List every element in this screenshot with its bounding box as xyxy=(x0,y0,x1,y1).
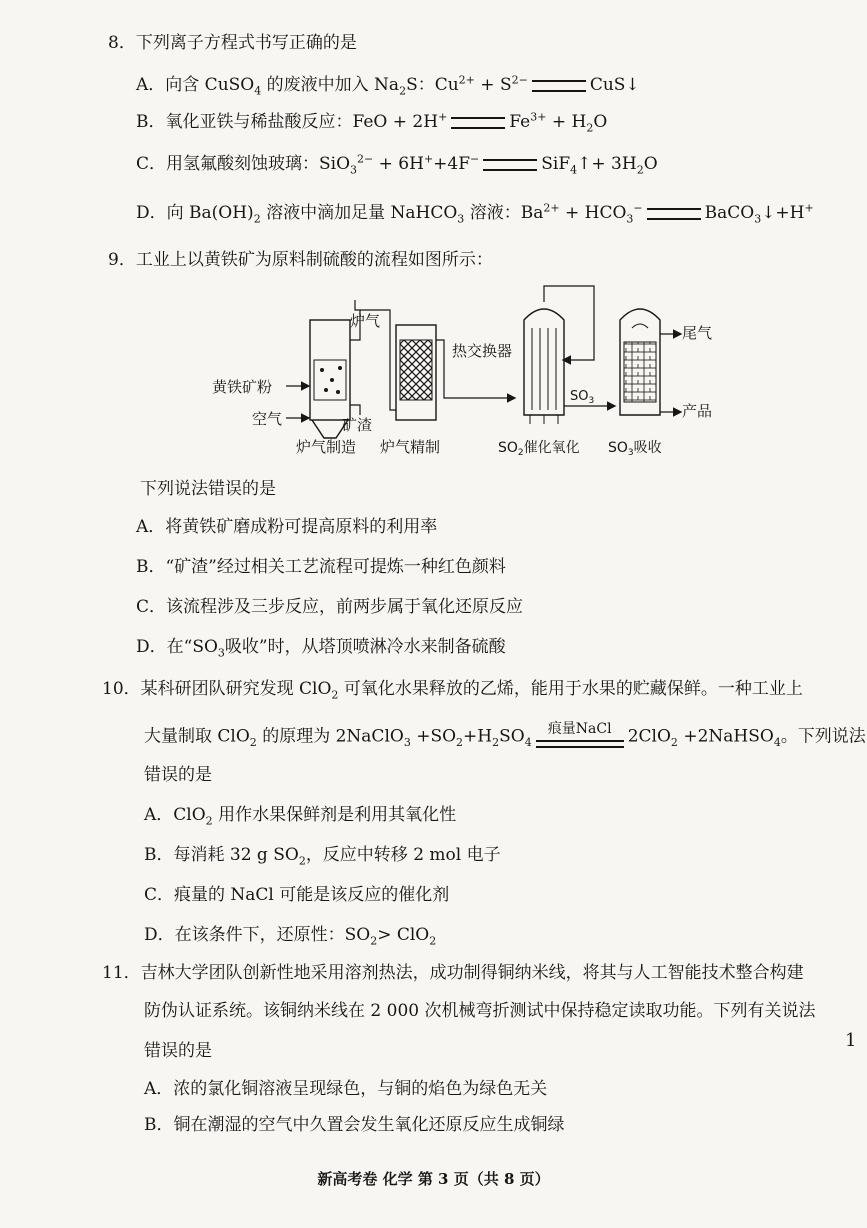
absorber-tower xyxy=(620,309,680,415)
purifier xyxy=(360,310,514,420)
equals-arrow xyxy=(451,117,505,129)
label-heat-exchanger: 热交换器 xyxy=(452,342,513,360)
q11-line3: 错误的是 xyxy=(144,1041,212,1061)
label-slag: 矿渣 xyxy=(342,416,373,434)
margin-mark: 1 xyxy=(845,1030,857,1051)
q9-stem: 9．工业上以黄铁矿为原料制硫酸的流程如图所示： xyxy=(108,250,493,270)
label-stage1: 炉气制造 xyxy=(296,438,357,456)
q11-line1: 11．吉林大学团队创新性地采用溶剂热法，成功制得铜纳米线，将其与人工智能技术整合构建 xyxy=(102,963,804,983)
q10-equation-line: 大量制取 ClO$_2$ 的原理为 2NaClO$_3$ $+SO_2+H_2SO_4$ 痕量NaCl 2ClO$_2$ +2NaHSO$_4$。下列说法 xyxy=(144,721,866,749)
q11-line2: 防伪认证系统。该铜纳米线在 2 000 次机械弯折测试中保持稳定读取功能。下列有关说法 xyxy=(144,1001,816,1021)
q8-option-a: A．向含 CuSO$_4$ 的废液中加入 $Na_2S$：$Cu^{2+} + S^{2-}$ CuS↓ xyxy=(136,73,640,98)
q8-stem: 8．下列离子方程式书写正确的是 xyxy=(108,33,357,53)
q9-option-a: A．将黄铁矿磨成粉可提高原料的利用率 xyxy=(136,517,438,537)
q8-option-b: B．氧化亚铁与稀盐酸反应：FeO + 2H+ $Fe^{3+} + H_2O$ xyxy=(136,110,608,135)
q9-option-d: D．在“$SO_3$吸收”时，从塔顶喷淋冷水来制备硫酸 xyxy=(136,637,506,660)
reaction-condition-arrow: 痕量NaCl xyxy=(536,724,624,750)
equals-arrow xyxy=(647,208,701,220)
label-stage4: $SO_3$吸收 xyxy=(608,440,662,458)
q10-stem: 10．某科研团队研究发现 ClO$_2$ 可氧化水果释放的乙烯，能用于水果的贮藏保鲜。一种工业上 xyxy=(102,679,803,702)
label-air: 空气 xyxy=(252,410,283,428)
q8-option-d: D．向 $Ba(OH)_2$ 溶液中滴加足量 NaHCO$_3$ 溶液：$Ba^{2+} + HCO_3^-$ BaCO$_3$↓+H+ xyxy=(136,201,814,226)
label-tail-gas: 尾气 xyxy=(682,324,713,342)
label-so3: $SO_3$ xyxy=(570,389,595,406)
label-product: 产品 xyxy=(682,402,713,420)
sulfuric-acid-process-diagram xyxy=(200,280,720,460)
converter xyxy=(524,286,614,424)
q9-option-b: B．“矿渣”经过相关工艺流程可提炼一种红色颜料 xyxy=(136,557,506,577)
equals-arrow xyxy=(532,80,586,92)
q8-option-c: C．用氢氟酸刻蚀玻璃：SiO$_3^{2-}$ + 6H++4F− SiF$_4$↑+ $3H_2O$ xyxy=(136,152,658,177)
q11-option-b: B．铜在潮湿的空气中久置会发生氧化还原反应生成铜绿 xyxy=(144,1115,565,1135)
q10-line3: 错误的是 xyxy=(144,765,212,785)
q10-option-b: B．每消耗 32 g $SO_2$，反应中转移 2 mol 电子 xyxy=(144,845,501,868)
q10-option-c: C．痕量的 NaCl 可能是该反应的催化剂 xyxy=(144,885,450,905)
label-stage3: $SO_2$催化氧化 xyxy=(498,440,580,458)
q11-option-a: A．浓的氯化铜溶液呈现绿色，与铜的焰色为绿色无关 xyxy=(144,1079,548,1099)
label-furnace-gas: 炉气 xyxy=(350,312,381,330)
page-footer: 新高考卷 化学 第 3 页（共 8 页） xyxy=(317,1170,550,1188)
label-pyrite-powder: 黄铁矿粉 xyxy=(212,378,273,396)
q10-option-d: D．在该条件下，还原性：$SO_2> ClO_2$ xyxy=(144,925,437,948)
q9-sub-stem: 下列说法错误的是 xyxy=(140,479,276,499)
equals-arrow xyxy=(483,159,537,171)
label-stage2: 炉气精制 xyxy=(380,438,441,456)
q10-option-a: A．ClO$_2$ 用作水果保鲜剂是利用其氧化性 xyxy=(144,805,457,828)
q9-option-c: C．该流程涉及三步反应，前两步属于氧化还原反应 xyxy=(136,597,524,617)
